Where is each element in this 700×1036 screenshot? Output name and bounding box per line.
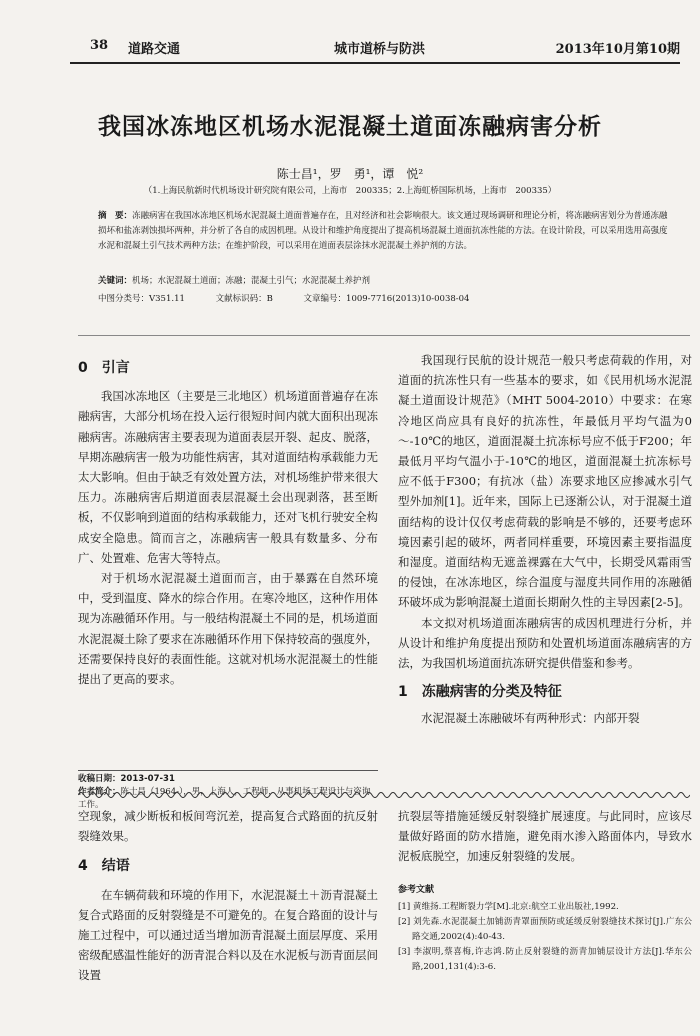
paragraph: 我国冰冻地区（主要是三北地区）机场道面普遍存在冻融病害，大部分机场在投入运行很短时间内就大面积出现冻融病害。冻融病害主要表现为道面表层开裂、起皮、脱落，早期冻融病害一般为功能性病害，其对道面结构承载能力无太大影响。但由于缺乏有效处置方法，对机场维护带来很大压力。冻融病害后期道面表层混凝土会出现剥落，甚至断板，不仅影响到道面的结构承载能力，还对飞机行驶安全构成安全隐患。简而言之，冻融病害一般具有数量多、分布广、处置难、危害大等特点。 bbox=[78, 389, 378, 565]
clc-number: 中图分类号：V351.11 bbox=[98, 294, 185, 304]
reference-item: [1] 黄维扬.工程断裂力学[M].北京:航空工业出版社,1992. bbox=[398, 901, 619, 912]
left-column bbox=[78, 358, 378, 689]
running-header bbox=[70, 36, 680, 64]
references-title: 参考文献 bbox=[398, 884, 435, 895]
paragraph: 我国现行民航的设计规范一般只考虑荷载的作用，对道面的抗冻性只有一些基本的要求，如《民用机场水泥混凝土道面设计规范》（MHT 5004-2010）中要求：在寒冷地区尚应具有良好的抗冻性，年最低月平均气温为0～-10℃的地区，道面混凝土抗冻标号应不低于F200；年最低月平均气温小于-10℃的地区，道面混凝土抗冻标号应不低于F300；有抗冰（盐）冻要求地区应掺减水引气型外加剂[1]。近年来，国际上已逐渐公认，对于混凝土道面结构的设计仅仅考虑荷载的影响是不够的，还要考虑环境因素引起的破坏，两者同样重要，环境因素主要指温度和湿度。道面结构无遮盖裸露在大气中，长期受风霜雨雪的侵蚀，在冰冻地区，综合温度与湿度共同作用的冻融循环破坏成为影响混凝土道面长期耐久性的主导因素[2-5]。 bbox=[398, 353, 692, 610]
right-column bbox=[398, 350, 692, 729]
keywords-label: 关键词： bbox=[98, 276, 133, 286]
article-number: 文章编号：1009-7716(2013)10-0038-04 bbox=[303, 294, 470, 304]
issue-info: 2013年10月第10期 bbox=[555, 42, 680, 57]
doc-code: 文献标识码：B bbox=[215, 294, 273, 304]
divider bbox=[78, 335, 690, 336]
bottom-right-column bbox=[398, 806, 692, 975]
received-date: 收稿日期：2013-07-31 bbox=[78, 774, 175, 784]
section-name: 城市道桥与防洪 bbox=[334, 42, 426, 57]
wavy-divider bbox=[78, 790, 690, 800]
paragraph: 在车辆荷载和环境的作用下，水泥混凝土＋沥青混凝土复合式路面的反射裂缝是不可避免的。在复合路面的设计与施工过程中，可以通过适当增加沥青混凝土面层厚度、采用密级配感温性能好的沥青混合料以及在水泥板与沥青面层间设置 bbox=[78, 887, 378, 983]
classification bbox=[98, 292, 670, 304]
journal-name: 道路交通 bbox=[128, 42, 181, 57]
bottom-left-column bbox=[78, 806, 378, 986]
reference-item: [2] 刘先森.水泥混凝土加铺沥青罩面预防或延缓反射裂缝技术探讨[J].广东公路交通,2002(4):40-43. bbox=[398, 916, 692, 942]
paragraph: 对于机场水泥混凝土道面而言，由于暴露在自然环境中，受到温度、降水的综合作用。在寒冷地区，这种作用体现为冻融循环作用。与一般结构混凝土不同的是，机场道面水泥混凝土除了要求在冻融循环作用下保持较高的强度外，还需要保持良好的表面性能。这就对机场水泥混凝土的性能提出了更高的要求。 bbox=[78, 571, 378, 687]
section-heading-intro: 0 引言 bbox=[78, 360, 130, 376]
authors: 陈士昌¹，罗 勇¹，谭 悦² bbox=[276, 167, 424, 181]
author-bio-label: 作者简介： bbox=[78, 787, 121, 797]
references bbox=[398, 883, 692, 975]
affiliation: （1.上海民航新时代机场设计研究院有限公司，上海市 200335；2.上海虹桥国际机场，上海市 200335） bbox=[143, 186, 557, 196]
author-bio: 陈士昌（1964-），男，上海人，工程师，从事机场工程设计与咨询工作。 bbox=[78, 787, 371, 810]
paragraph: 空现象，减少断板和板间弯沉差，提高复合式路面的抗反射裂缝效果。 bbox=[78, 809, 378, 844]
paragraph: 抗裂层等措施延缓反射裂缝扩展速度。与此同时，应该尽量做好路面的防水措施，避免雨水渗入路面体内，导致水泥板底脱空，加速反射裂缝的发展。 bbox=[398, 809, 692, 864]
abstract-text: 冻融病害在我国冰冻地区机场水泥混凝土道面普遍存在，且对经济和社会影响很大。该文通过现场调研和理论分析，将冻融病害划分为普通冻融损坏和盐冻剥蚀损坏两种，并分析了各自的成因机理。从设计和维护角度提出了提高机场混凝土道面抗冻性能的方法。在设计阶段，可以采用选用高强度水泥和混凝土引气技术两种方法；在维护阶段，可以采用在道面表层涂抹水泥混凝土养护剂的方法。 bbox=[98, 211, 668, 251]
paper-title: 我国冰冻地区机场水泥混凝土道面冻融病害分析 bbox=[98, 114, 602, 140]
abstract-label: 摘 要： bbox=[98, 211, 133, 221]
paragraph: 水泥混凝土冻融破坏有两种形式：内部开裂 bbox=[421, 711, 640, 726]
page-number: 38 bbox=[90, 38, 109, 53]
keywords bbox=[98, 274, 670, 286]
reference-item: [3] 李淑明,蔡喜梅,许志鸿.防止反射裂缝的沥青加铺层设计方法[J].华东公路,2001,131(4):3-6. bbox=[398, 946, 692, 972]
section-heading-1: 1 冻融病害的分类及特征 bbox=[398, 684, 562, 701]
section-heading-conclusion: 4 结语 bbox=[78, 858, 130, 875]
abstract bbox=[98, 209, 670, 254]
paragraph: 本文拟对机场道面冻融病害的成因机理进行分析，并从设计和维护角度提出预防和处置机场道面冻融病害的方法，为我国机场道面抗冻研究提供借鉴和参考。 bbox=[398, 615, 692, 671]
keywords-text: 机场；水泥混凝土道面；冻融；混凝土引气；水泥混凝土养护剂 bbox=[132, 276, 371, 286]
